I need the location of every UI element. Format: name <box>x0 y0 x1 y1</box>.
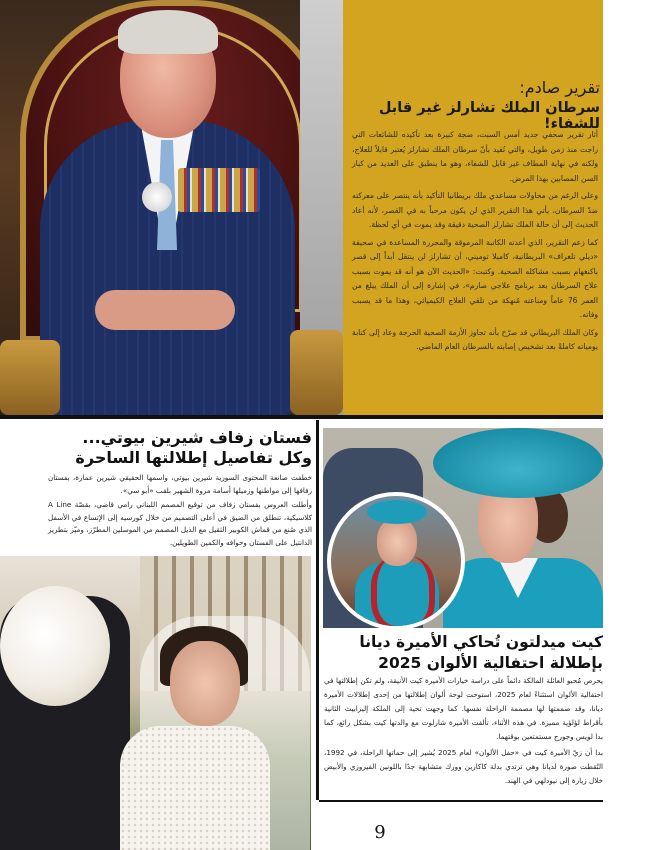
column-divider <box>316 420 319 800</box>
diana-face <box>377 518 417 566</box>
article2-headline-line2: وكل تفاصيل إطلالتها الساحرة <box>75 448 312 467</box>
bride-photo <box>0 556 311 850</box>
kate-photo <box>323 428 603 628</box>
article1-paragraph: أثار تقرير صحفي جديد أمس السبت، ضجة كبيرة بعد تأكيده للشائعات التي راجت منذ زمن طويل، والتي تُفيد بأنّ سرطان الملك تشارلز يُعتبر قابلاً للعلاج، ولكنه في نهاية المطاف غير قابل للشفاء، وهو ما ينطبق على العديد من كبار السن المصابين بهذا المرض. <box>352 130 598 183</box>
article3-headline-line2: بإطلالة احتفالية الألوان 2025 <box>378 654 603 672</box>
king-photo <box>0 0 343 415</box>
bouquet <box>0 586 110 706</box>
kate-hat <box>433 428 603 498</box>
article2-headline-line1: فستان زفاف شيرين بيوتي... <box>82 428 312 447</box>
chair-arm-right <box>290 330 343 415</box>
article1-body <box>352 128 598 358</box>
wedding-dress <box>120 726 270 850</box>
article3-paragraph: بدا أن زيّ الأميرة كيت في «حفل الألوان» لعام 2025 يُشير إلى حماتها الراحلة، في 1992، التُقطت صورة لديانا وهي ترتدي بدلة كاكارين وورك متشابهة جدًا باللونين الفيروزي والأبيض خلال زيارة إلى نيودلهي في الهند. <box>324 748 604 785</box>
diana-garland <box>371 556 435 628</box>
article3-rule <box>319 800 603 802</box>
article2-body <box>48 472 312 552</box>
article2-paragraph: وأطلت العروس بفستان زفاف من توقيع المصمم اللبناني رامي قاضي، بقصّة A Line كلاسيكية، تنطلق من الضيق في أعلى التصميم من خلال كورسيه إلى الإتساع في الأسفل الذي صُنع من قماش الكوبير الثقيل مع الذيل المصمم من الموسلين المطرّز، وميّز بتطريز الدانتيل على الفستان وحوافه والكمين الطويلين. <box>48 500 312 547</box>
article1-kicker: تقرير صادم: <box>519 78 600 97</box>
article3-headline <box>322 632 603 674</box>
article1-paragraph: وعلى الرغم من محاولات مساعدي ملك بريطانيا التأكيد بأنه ينتصر على معركته ضدّ السرطان، يأتي هذا التقرير الذي لن يكون مرحباً به في القصر، لأنه أعاد الحديث إلى أن حالة الملك تشارلز الصحية دقيقة وقد يموت في أي لحظة. <box>352 191 598 229</box>
article1-headline: سرطان الملك تشارلز غير قابل للشفاء! <box>378 100 600 132</box>
article2-paragraph: خطفت صانعة المحتوى السورية شيرين بيوتي، واسمها الحقيقي شيرين عمارة، بفستان زفافها إلى مواطنها وزميلها أسامة مروة الشهير بلقب «أبو سي». <box>48 473 312 495</box>
article3-headline-line1: كيت ميدلتون تُحاكي الأميرة ديانا <box>359 633 603 651</box>
article3-paragraph: يحرص مُحبو العائلة المالكة دائماً على دراسة خيارات الأميرة كيت الأنيقة، ولم تكن إطلالتها في احتفالية الألوان استثناءً لعام 2025، استوحت لوحة ألوان إطلالتها من إحدى إطلالات الأميرة ديانا، وقد صممتها لها مصممة الراحلة نفسها. كما وجهت تحية إلى الملكة إليزابيث الثانية بأقراط لؤلؤية مميزة. في هذه الأثناء، تألقت الأميرة شارلوت مع والدتها كيت بشكل رائع، كما بدا لويس وجورج مستمتعين بوقتهما. <box>324 676 603 741</box>
article1-paragraph: كما زعم التقرير، الذي أعدته الكاتبة المرموقة والمحررة المساعدة في صحيفة «ديلي تلغراف» البريطانية، كاميلا توميني، أن تشارلز لن ينتقل أبداً إلى قصر باكنغهام بسبب مشاكله الصحية. وكتبت: «الحديث الآن هو أنه قد يموت بسبب علاج السرطان بعد برنامج علاجي صارم»، في إشارة إلى أن الملك يبلغ من العمر 76 عاماً ومناعته مُنهكة من تلقي العلاج الكيميائي، وهذا ما قد يسبب وفاته. <box>352 237 598 319</box>
article3-body <box>324 674 603 790</box>
margin-strip <box>603 0 652 850</box>
section-divider <box>0 415 603 419</box>
hands <box>95 290 235 330</box>
medal-star <box>142 182 172 212</box>
bride-face <box>170 641 240 726</box>
chair-arm-left <box>0 340 60 415</box>
medal-bar <box>178 168 260 212</box>
diana-hat <box>367 500 427 524</box>
diana-inset-photo <box>327 492 465 628</box>
hair <box>118 10 218 54</box>
article1-paragraph: وكان الملك البريطاني قد صرّح بأنه تجاوز الأزمة الصحية الحرجة وعاد إلى كتابة يومياته كاملةً بعد تشخيص إصابته بالسرطان العام الماضي. <box>352 327 598 351</box>
page-number: 9 <box>374 822 386 843</box>
article2-headline <box>40 428 312 468</box>
